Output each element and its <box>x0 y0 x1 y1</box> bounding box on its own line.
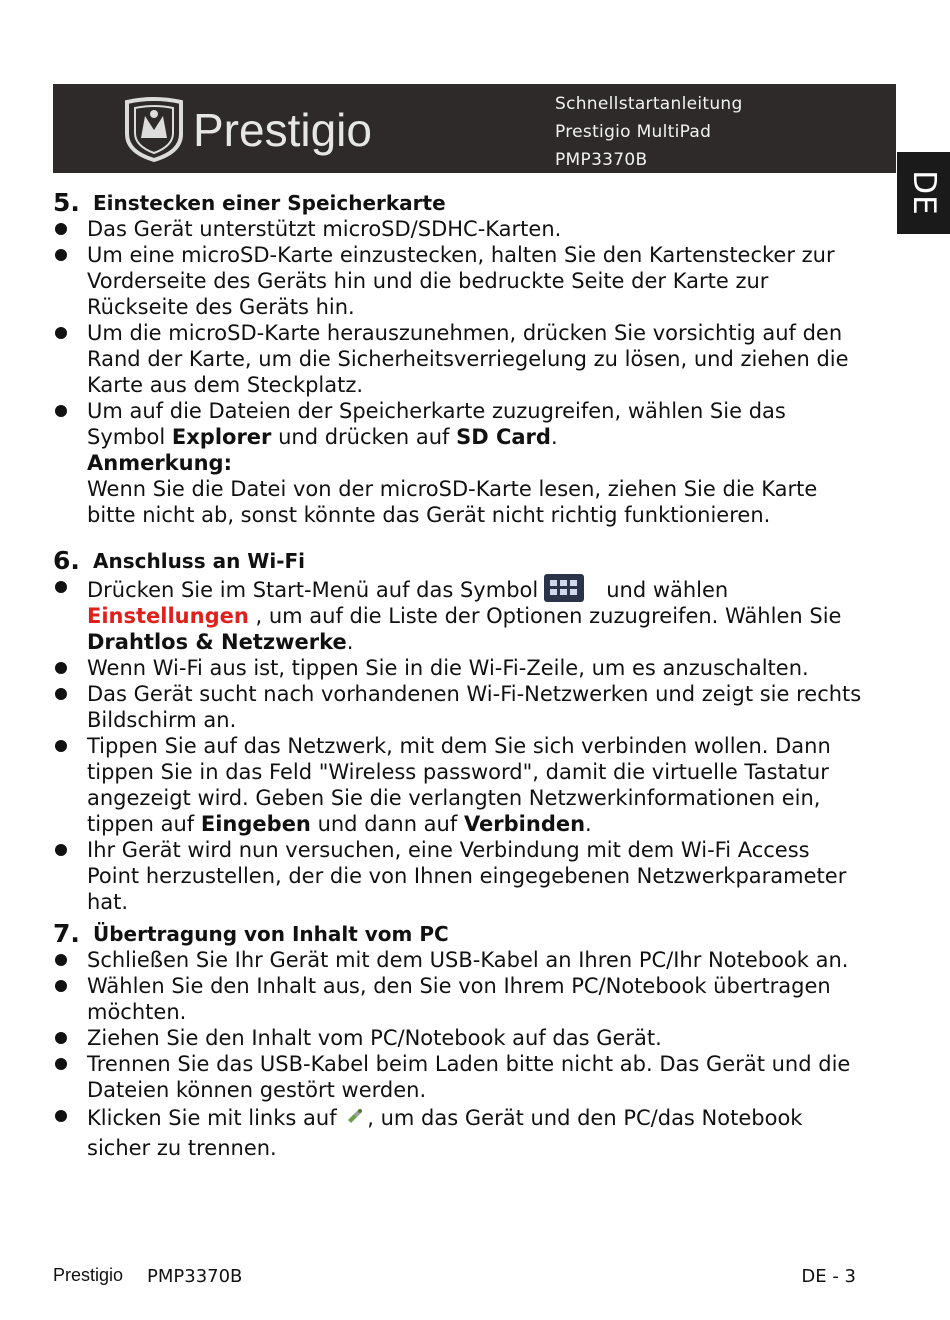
settings-label: Einstellungen <box>87 604 249 628</box>
doc-type: Schnellstartanleitung <box>555 94 743 114</box>
svg-text:Prestigio: Prestigio <box>53 1265 124 1285</box>
text-run: , um auf die Liste der Optionen zuzugreifen. Wählen Sie <box>248 604 842 628</box>
text-run: . <box>585 812 592 836</box>
text-run: . <box>346 630 354 654</box>
section-6-title <box>53 544 868 574</box>
prestigio-logo <box>119 94 424 164</box>
footer-prestigio-logo <box>53 1264 141 1286</box>
model-number: PMP3370B <box>555 150 648 170</box>
note-label <box>53 450 868 476</box>
list-item <box>53 733 868 837</box>
product-name: Prestigio MultiPad <box>555 122 712 142</box>
list-item <box>53 398 868 450</box>
safely-remove-icon <box>345 1106 365 1126</box>
note-text: Wenn Sie die Datei von der microSD-Karte lesen, ziehen Sie die Karte bitte nicht ab, sonst könnte das Gerät nicht richtig funktionieren. <box>87 477 818 527</box>
list-item: Ziehen Sie den Inhalt vom PC/Notebook auf das Gerät. <box>53 1025 868 1051</box>
text-run: Drücken Sie im Start-Menü auf das Symbol <box>87 578 539 602</box>
page-footer <box>53 1262 856 1292</box>
svg-text:Prestigio: Prestigio <box>193 104 372 156</box>
text-run: Klicken Sie mit links auf <box>87 1106 344 1130</box>
list-item: Um die microSD-Karte herauszunehmen, drücken Sie vorsichtig auf den Rand der Karte, um die Sicherheitsverriegelung zu lösen, und ziehen die Karte aus dem Steckplatz. <box>53 320 868 398</box>
section-5-title <box>53 186 868 216</box>
connect-label: Verbinden <box>463 812 586 836</box>
list-item: Ihr Gerät wird nun versuchen, eine Verbindung mit dem Wi-Fi Access Point herzustellen, der die von Ihnen eingegebenen Netzwerkparameter hat. <box>53 837 868 915</box>
section-heading: Übertragung von Inhalt vom PC <box>93 922 449 946</box>
explorer-label: Explorer <box>171 425 272 449</box>
section-number: 7. <box>53 919 80 948</box>
page-content <box>53 186 868 1163</box>
text-run: Um auf die Dateien der Speicherkarte zuzugreifen, wählen Sie das Symbol <box>87 399 786 449</box>
app-menu-icon <box>544 574 584 602</box>
section-heading: Anschluss an Wi-Fi <box>93 549 306 573</box>
list-item: Schließen Sie Ihr Gerät mit dem USB-Kabel an Ihren PC/Ihr Notebook an. <box>53 947 868 973</box>
text-run: Tippen Sie auf das Netzwerk, mit dem Sie sich verbinden wollen. Dann tippen Sie in das Feld "Wireless password", damit die virtuelle Tastatur angezeigt wird. Geben Sie die verlangten Netzwerkinformationen ein, tippen auf <box>87 734 831 836</box>
footer-model: PMP3370B <box>147 1266 243 1287</box>
list-item: Um eine microSD-Karte einzustecken, halten Sie den Kartenstecker zur Vorderseite des Geräts hin und die bedruckte Seite der Karte zur Rückseite des Geräts hin. <box>53 242 868 320</box>
list-item: Das Gerät sucht nach vorhandenen Wi-Fi-Netzwerken und zeigt sie rechts Bildschirm an. <box>53 681 868 733</box>
list-item <box>53 1103 868 1163</box>
list-item: Wählen Sie den Inhalt aus, den Sie von Ihrem PC/Notebook übertragen möchten. <box>53 973 868 1025</box>
page-header <box>53 84 896 173</box>
wireless-networks-label: Drahtlos & Netzwerke <box>87 630 347 654</box>
enter-label: Eingeben <box>200 812 311 836</box>
section-heading: Einstecken einer Speicherkarte <box>93 191 446 215</box>
page-number: DE - 3 <box>801 1266 856 1287</box>
list-item: Trennen Sie das USB-Kabel beim Laden bitte nicht ab. Das Gerät und die Dateien können gestört werden. <box>53 1051 868 1103</box>
note-heading: Anmerkung: <box>87 451 232 475</box>
text-run: und drücken auf <box>271 425 457 449</box>
section-number: 5. <box>53 188 80 217</box>
language-label: DE <box>905 170 942 216</box>
text-run: und dann auf <box>310 812 464 836</box>
header-info <box>555 90 743 174</box>
sd-card-label: SD Card <box>456 425 551 449</box>
text-run: , um das Gerät und den PC/das Notebook sicher zu trennen. <box>87 1106 803 1160</box>
list-item <box>53 574 868 655</box>
language-tab <box>897 152 950 234</box>
text-run: . <box>550 425 558 449</box>
list-item: Wenn Wi-Fi aus ist, tippen Sie in die Wi-Fi-Zeile, um es anzuschalten. <box>53 655 868 681</box>
section-number: 6. <box>53 546 80 575</box>
list-item: Das Gerät unterstützt microSD/SDHC-Karten. <box>53 216 868 242</box>
text-run: und wählen <box>606 578 729 602</box>
section-7-title <box>53 917 868 947</box>
